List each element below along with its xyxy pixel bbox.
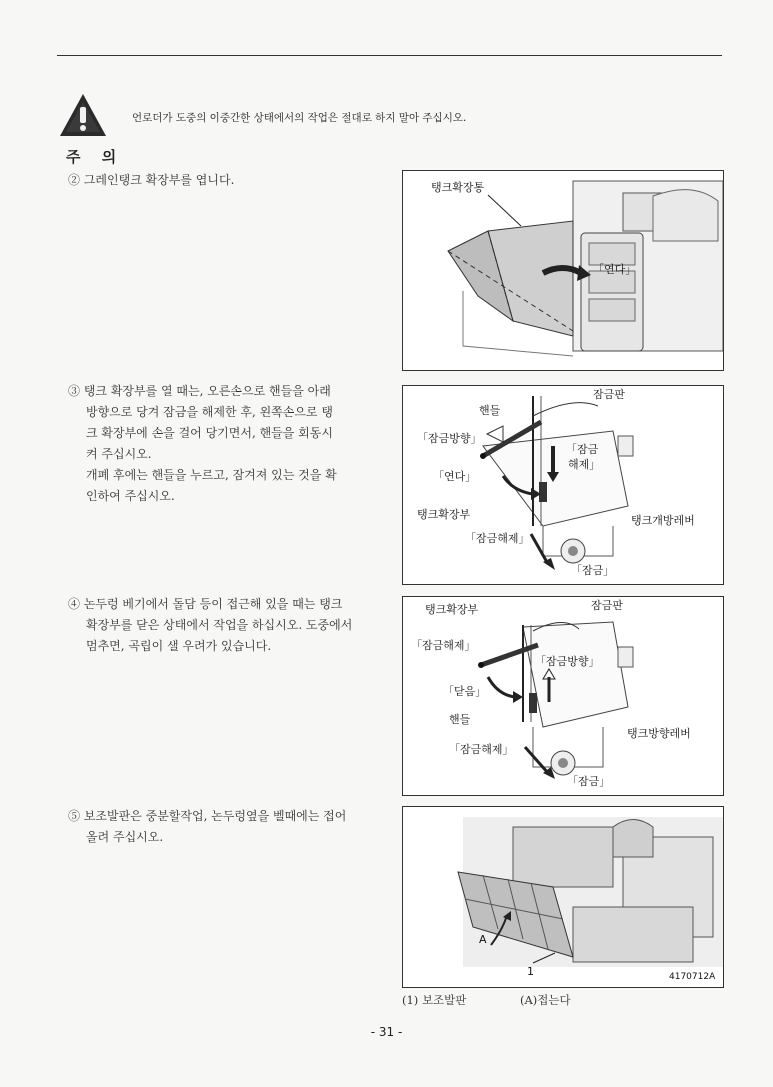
- step-text: 크 확장부에 손을 걸어 당기면서, 핸들을 회동시: [86, 426, 333, 440]
- step-number: ④: [68, 597, 81, 611]
- step-board-illustration: [403, 807, 723, 987]
- step-text: 올려 주십시오.: [86, 830, 164, 844]
- figure-tank-extension: [402, 170, 724, 371]
- lock-open-illustration: [403, 386, 723, 584]
- page-number: - 31 -: [370, 1025, 403, 1039]
- tank-illustration: [403, 171, 723, 370]
- label-release: 「잠금해제」: [411, 639, 476, 652]
- figure-code: 4170712A: [669, 972, 716, 982]
- label-release-full: 「잠금해제」: [465, 532, 530, 545]
- step-text: 방향으로 당겨 잠금을 해제한 후, 왼쪽손으로 탱: [86, 405, 333, 419]
- step-2: [68, 170, 234, 191]
- step-4: [68, 594, 352, 657]
- step-number: ②: [68, 173, 81, 187]
- label-tank-extension: 탱크확장통: [431, 181, 485, 194]
- step-text: 논두렁 베기에서 돌담 등이 접근해 있을 때는 탱크: [83, 597, 343, 611]
- label-open: 「연다」: [433, 470, 477, 483]
- label-handle: 핸들: [449, 713, 471, 726]
- label-lock: 「잠금」: [567, 775, 611, 788]
- step-text: 확장부를 닫은 상태에서 작업을 하십시오. 도중에서: [86, 618, 353, 632]
- caption-item-1: (1) 보조발판: [402, 993, 467, 1007]
- label-release-a: 「잠금: [566, 443, 599, 456]
- label-open: 「연다」: [593, 263, 637, 276]
- label-handle: 핸들: [479, 404, 501, 417]
- step-text: 탱크 확장부를 열 때는, 오른손으로 핸들을 아래: [83, 384, 331, 398]
- step-text: 멈추면, 곡립이 샐 우려가 있습니다.: [86, 639, 272, 653]
- step-3: [68, 381, 337, 507]
- label-close: 「닫음」: [443, 685, 487, 698]
- step-number: ⑤: [68, 809, 81, 823]
- warning-text: 언로더가 도중의 이중간한 상태에서의 작업은 절대로 하지 말아 주십시오.: [132, 112, 467, 124]
- step-text: 개폐 후에는 핸들을 누르고, 잠겨져 있는 것을 확: [86, 468, 337, 482]
- label-tank-extension: 탱크확장부: [417, 508, 471, 521]
- figure-lock-close: [402, 596, 724, 796]
- label-lever: 탱크개방레버: [631, 514, 695, 527]
- label-a: A: [479, 933, 487, 946]
- warning-icon: [58, 92, 108, 138]
- figure-step-board: [402, 806, 724, 988]
- lock-close-illustration: [403, 597, 723, 795]
- step-text: 켜 주십시오.: [86, 447, 152, 461]
- label-lever: 탱크방향레버: [627, 727, 691, 740]
- label-lock-direction: 「잠금방향」: [535, 655, 600, 668]
- step-number: ③: [68, 384, 81, 398]
- caption-item-a: (A)접는다: [520, 993, 571, 1007]
- label-lock: 「잠금」: [571, 564, 615, 577]
- label-tank-extension: 탱크확장부: [425, 603, 479, 616]
- warning-word: 주 의: [66, 148, 125, 166]
- step-5: [68, 806, 346, 848]
- label-lock-direction: 「잠금방향」: [417, 432, 482, 445]
- label-lock-plate: 잠금판: [593, 388, 625, 401]
- step-text: 그레인탱크 확장부를 엽니다.: [83, 173, 235, 187]
- figure-lock-open: [402, 385, 724, 585]
- label-lock-plate: 잠금판: [591, 599, 623, 612]
- top-rule: [57, 55, 722, 56]
- label-release-b: 해제」: [568, 458, 601, 471]
- step-text: 인하여 주십시오.: [86, 489, 175, 503]
- step-text: 보조발판은 중분할작업, 논두렁옆을 벨때에는 접어: [83, 809, 347, 823]
- label-release-full: 「잠금해제」: [449, 743, 514, 756]
- label-1: 1: [527, 965, 534, 978]
